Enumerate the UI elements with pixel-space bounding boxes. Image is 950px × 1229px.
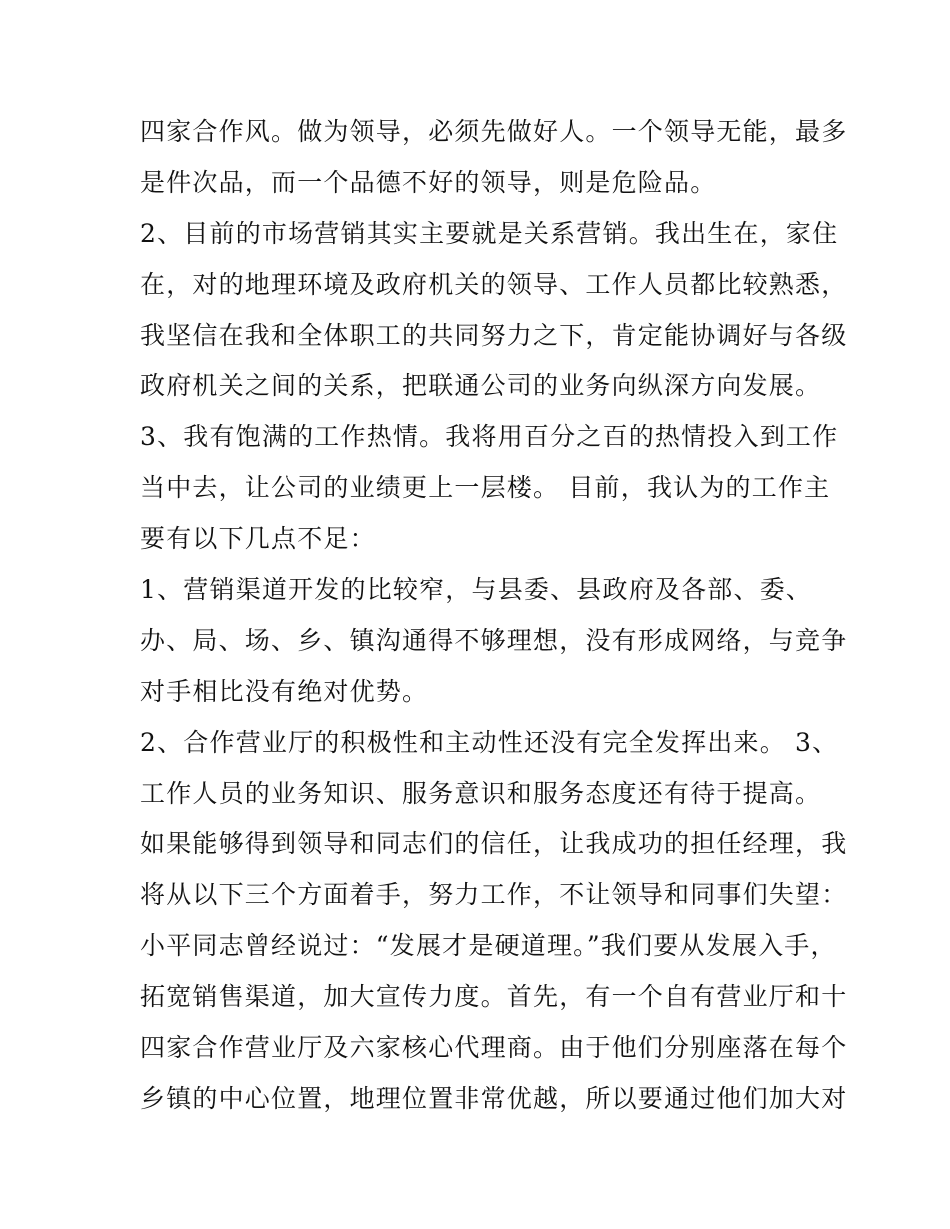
text-line: 1、营销渠道开发的比较窄，与县委、县政府及各部、委、 (140, 575, 813, 605)
text-line: 办、局、场、乡、镇沟通得不够理想，没有形成网络，与竞争 (140, 625, 848, 655)
text-line: 要有以下几点不足： (140, 524, 376, 554)
text-line: 2、目前的市场营销其实主要就是关系营销。我出生在，家住 (140, 218, 839, 248)
text-line: 当中去，让公司的业绩更上一层楼。 目前，我认为的工作主 (140, 473, 831, 503)
text-line: 拓宽销售渠道，加大宣传力度。首先，有一个自有营业厅和十 (140, 982, 848, 1012)
text-line: 2、合作营业厅的积极性和主动性还没有完全发挥出来。 3、 (140, 727, 839, 757)
text-line: 如果能够得到领导和同志们的信任，让我成功的担任经理，我 (140, 829, 848, 859)
text-line: 工作人员的业务知识、服务意识和服务态度还有待于提高。 (140, 778, 822, 808)
text-line: 将从以下三个方面着手，努力工作，不让领导和同事们失望： (140, 880, 848, 910)
text-line: 对手相比没有绝对优势。 (140, 676, 429, 706)
text-line: 四家合作风。做为领导，必须先做好人。一个领导无能，最多 (140, 117, 848, 146)
text-line: 是件次品，而一个品德不好的领导，则是危险品。 (140, 167, 717, 197)
text-line: 四家合作营业厅及六家核心代理商。由于他们分别座落在每个 (140, 1033, 848, 1063)
text-line: 我坚信在我和全体职工的共同努力之下，肯定能协调好与各级 (140, 320, 848, 350)
body-text (140, 107, 848, 1125)
text-line: 小平同志曾经说过：“发展才是硬道理。”我们要从发展入手， (140, 931, 837, 961)
text-line: 政府机关之间的关系，把联通公司的业务向纵深方向发展。 (140, 371, 822, 401)
text-line: 乡镇的中心位置，地理位置非常优越，所以要通过他们加大对 (140, 1083, 848, 1113)
text-line: 3、我有饱满的工作热情。我将用百分之百的热情投入到工作 (140, 422, 839, 452)
text-line: 在，对的地理环境及政府机关的领导、工作人员都比较熟悉， (140, 269, 848, 299)
